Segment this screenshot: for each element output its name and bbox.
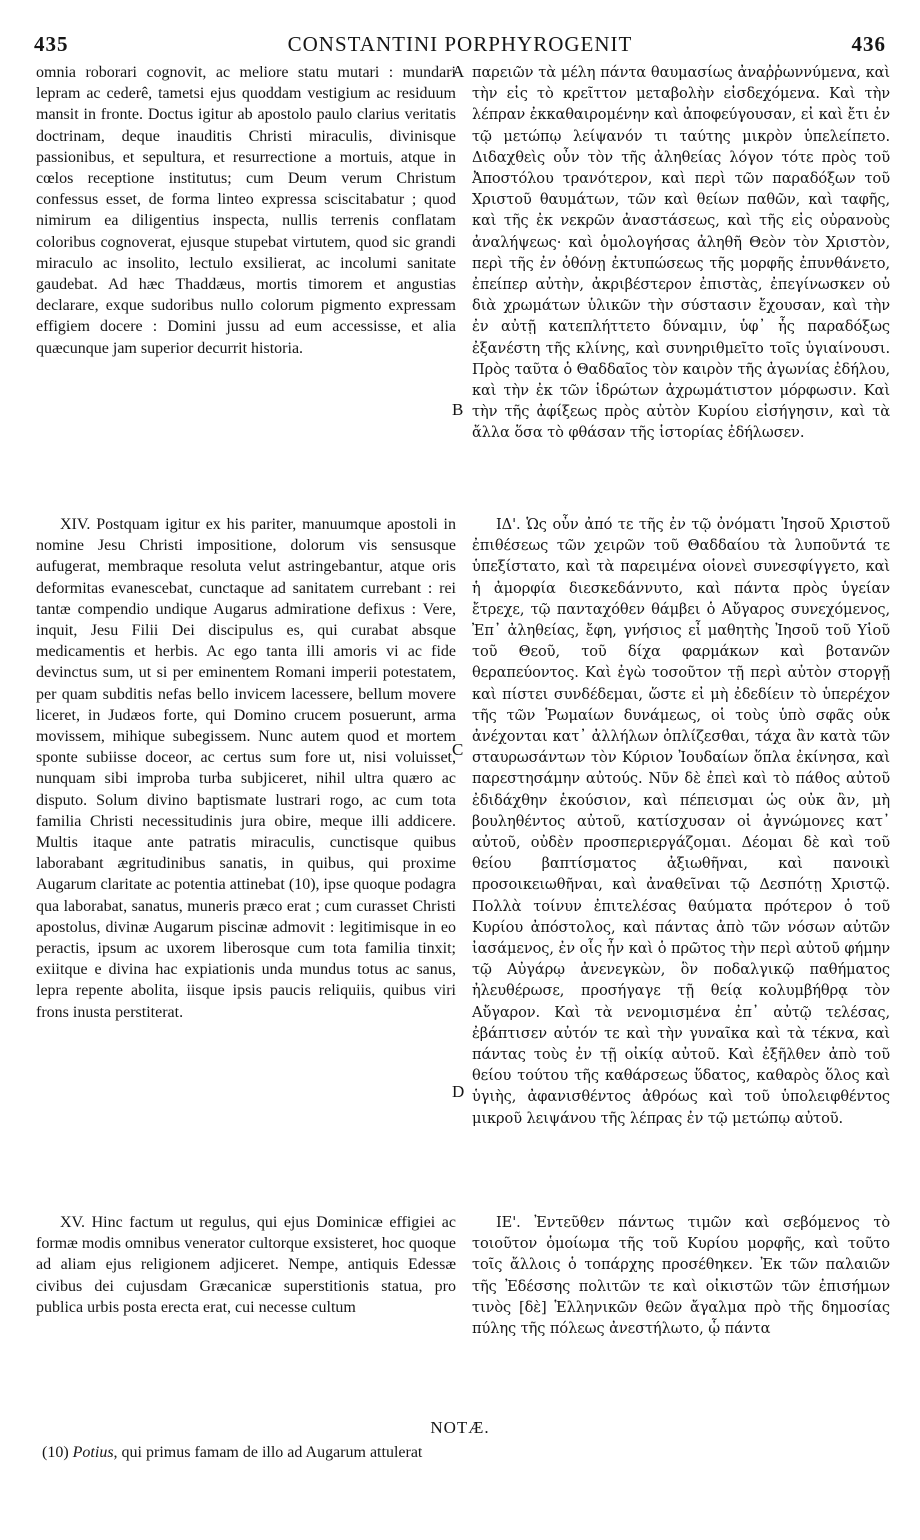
latin-section-xiv [36, 514, 456, 1023]
margin-marker-a: A [452, 62, 465, 81]
page-header [34, 32, 886, 62]
greek-column [472, 62, 890, 444]
greek-section-15 [472, 1212, 890, 1339]
latin-paragraph-xiv [36, 514, 456, 1023]
footnote-text: , qui primus famam de illo ad Augarum attulerat [113, 1444, 423, 1461]
greek-paragraph-intro: παρειῶν τὰ μέλη πάντα θαυμασίως ἀναῤῥωννύμενα, καὶ τὴν εἰς τὸ κρεῖττον μεταβολὴν εἰσδεχόμενα. Καὶ τὴν λέπραν ἐκκαθαιρομένην καὶ ἀποφεύγουσαν, εἰ καὶ ἔτι ἐν τῷ μετώπῳ λείψανόν τι ταύτης μικρὸν ὑπελείπετο. Διδαχθεὶς οὖν τὸν τῆς ἀληθείας λόγον τότε πρὸς τοῦ Ἀποστόλου τρανότερον, καὶ περὶ τῶν παραδόξων τοῦ Χριστοῦ θαυμάτων, τῶν καὶ θείων παθῶν, καὶ ταφῆς, καὶ τῆς ἐκ νεκρῶν ἀναστάσεως, καὶ τῆς εἰς οὐρανοὺς ἀναλήψεως· καὶ ὁμολογήσας ἀληθῆ Θεὸν τὸν Χριστὸν, περὶ τῆς ἐν ὀθόνῃ ἐκτυπώσεως τῆς μορφῆς ἐπυνθάνετο, ἐπείπερ αὐτὴν, ἀκριβέστερον ἐπιστὰς, ἐπεγίνωσκεν οὐ διὰ χρωμάτων ὑλικῶν τὴν σύστασιν ἔχουσαν, καὶ τὴν ἐν αὐτῇ κατεπλήττετο δύναμιν, ὑφ᾽ ἧς παραδόξως ἐξανέστη τῆς κλίνης, καὶ συνηριθμεῖτο τοῖς ὑγιαίνουσι. Πρὸς ταῦτα ὁ Θαδδαῖος τὸν καιρὸν τῆς ἀγωνίας ἐδήλου, καὶ τὴν ἐκ τῶν ἱδρώτων ἀχρωμάτιστον μόρφωσιν. Καὶ τὴν τῆς ἀφίξεως πρὸς αὐτὸν Κυρίου εἰσήγησιν, καὶ τὰ ἄλλα ὅσα τὸ φθάσαν τῆς ἱστορίας ἐδήλωσεν. [472, 64, 890, 442]
latin-paragraph-intro: omnia roborari cognovit, ac meliore statu mutari : mundari lepram ac cederê, tametsi ejus quoddam vestigium ac residuum mansit in fronte. Doctus igitur ab apostolo paulo clarius veritatis doctrinam, deque inauditis Christi miraculis, divinisque passionibus, et sepultura, et resurrectione a mortuis, atque in cœlos receptione institutus; cum Deum verum Christum confessus esset, de forma linteo expressa sciscitabatur ; quod nimirum ea diligentius inspecta, nullis terrenis conflatam coloribus cognoverat, ejusque stupebat virtutem, quod sic grandi miraculo ac insolito, lectulo exsilierat, ac incolumi sanitate gaudebat. Ad hæc Thaddæus, mortis timorem et angustias declarare, exque sudoribus nullo colorum pigmento expressam effigiem docere : Domini jussu ad eum accessisse, et alia quæcunque jam superior decurrit historia. [36, 64, 456, 357]
notes-heading: NOTÆ. [430, 1418, 490, 1437]
greek-text-15: Ἐντεῦθεν πάντως τιμῶν καὶ σεβόμενος τὸ τοιοῦτον ὁμοίωμα τῆς τοῦ Κυρίου μορφῆς, καὶ τοῦτο τοῖς ἄλλοις ὁ τοπάρχης προσέθηκεν. Ἐκ τῶν παλαιῶν τῆς Ἐδέσσης πολιτῶν τε καὶ οἰκιστῶν τῶν ἐπισήμων τινὸς [δὲ] Ἑλληνικῶν θεῶν ἄγαλμα πρὸ τῆς δημοσίας πύλης τῆς πόλεως ἀνεστήλωτο, ᾧ πάντα [472, 1214, 890, 1338]
latin-section-xv [36, 1212, 456, 1318]
running-title: CONSTANTINI PORPHYROGENIT [287, 32, 633, 56]
footnote-emphasis: Potius [72, 1444, 114, 1461]
section-number: XIV. [60, 516, 91, 533]
greek-text-14: Ὡς οὖν ἀπό τε τῆς ἐν τῷ ὀνόματι Ἰησοῦ Χριστοῦ ἐπιθέσεως τῶν χειρῶν τοῦ Θαδδαίου τὰ λυποῦντά τε ὑπεξίστατο, καὶ τὰ παρειμένα οἱονεὶ συνεσφίγγετο, καὶ ἡ ἀμορφία διεσκεδάννυτο, καὶ πάντα πρὸς ὑγείαν ἔτρεχε, τῷ πανταχόθεν θάμβει ὁ Αὔγαρος συνεχόμενος, Ἐπ᾽ ἀληθείας, ἔφη, γνήσιος εἶ μαθητὴς Ἰησοῦ τοῦ Υἱοῦ τοῦ Θεοῦ, τοῦ δίχα φαρμάκων καὶ βοτανῶν θεραπεύοντος. Καὶ ἐγὼ τοσοῦτον τῇ περὶ αὐτὸν στοργῇ καὶ πίστει συνδέδεμαι, ὥστε εἰ μὴ ἐδεδίειν τὸ ὑπερέχον τῆς τῶν Ῥωμαίων δυνάμεως, οἱ τοὺς ὑπὸ σφᾶς οὐκ ἀνέχονται κατ᾽ ἀλλήλων ὁπλίζεσθαι, τάχα ἂν κατὰ τῶν σταυρωσάντων τὸν Κύριον Ἰουδαίων ὅπλα ἐκίνησα, καὶ παρεστησάμην αὐτούς. Νῦν δὲ ἐπεὶ καὶ τὸ πάθος αὐτοῦ ἐδιδάχθην ἑκούσιον, καὶ πέπεισμαι ὡς οὐκ ἂν, μὴ βουληθέντος αὐτοῦ, κατίσχυσαν οἱ ἀγνώμονες κατ᾽ αὐτοῦ, οὐδὲν προσπεριεργάζομαι. Δέομαι δὲ καὶ τοῦ θείου βαπτίσματος ἀξιωθῆναι, καὶ πανοικὶ προσοικειωθῆναι, καὶ ἀναθεῖναι τῷ Δεσπότῃ Χριστῷ. Πολλὰ τοίνυν ἐπιτελέσας θαύματα πρότερον ὁ τοῦ Κυρίου ἀπόστολος, καὶ πάντας ἀπὸ τῶν νόσων αὐτῶν ἰασάμενος, ἐν οἷς ἦν καὶ ὁ πρῶτος τὴν περὶ αὐτοῦ φήμην τῷ Αὐγάρῳ ἀνενεγκὼν, ὃν ποδαλγικῷ παθήματος ἠλευθέρωσε, προσήγαγε τῇ θείᾳ κολυμβήθρᾳ τὸν Αὔγαρον. Καὶ τὰ νενομισμένα ἐπ᾽ αὐτῷ τελέσας, ἐβάπτισεν αὐτόν τε καὶ τὴν γυναῖκα καὶ τὰ τέκνα, καὶ πάντας τοὺς ἐν τῇ οἰκίᾳ αὐτοῦ. Καὶ ἐξῆλθεν ἀπὸ τοῦ θείου τούτου τῆς καθάρσεως ὕδατος, καθαρὸς ὅλος καὶ ὑγιὴς, ἀφανισθέντος ἀθρόως καὶ τοῦ ὑπολειφθέντος μικροῦ λειψάνου τῆς λέπρας ἐν τῷ μετώπῳ αὐτοῦ. [472, 516, 890, 1127]
greek-section-14 [472, 514, 890, 1129]
margin-marker-c: C [452, 740, 464, 759]
page-number-left: 435 [34, 32, 69, 56]
greek-paragraph-15 [472, 1212, 890, 1339]
margin-marker-b: B [452, 400, 464, 419]
footnote-number: (10) [42, 1444, 69, 1461]
footnote-10 [42, 1444, 892, 1462]
margin-marker-d: D [452, 1082, 465, 1101]
latin-column [36, 62, 456, 359]
greek-paragraph-14 [472, 514, 890, 1129]
latin-text-xv: Hinc factum ut regulus, qui ejus Dominicæ effigiei ac formæ modis omnibus venerator cultorque exsisteret, hoc quoque ad aliam ejus religionem adjiceret. Nempe, antiquis Edessæ civibus dei cujusdam Græcanicæ superstitionis statua, pro publica urbis posta erecta erat, cui necesse cultum [36, 1214, 457, 1316]
page-number-right: 436 [851, 32, 886, 56]
latin-text-xiv: Postquam igitur ex his pariter, manuumque apostoli in nomine Jesu Christi impositione, dolorum vis sensusque aufugerat, membraque resoluta velut astringebantur, atque oris deformitas evanescebat, cunctaque ad sanitatem currebant : rei tantæ compendio undique Augarus admiratione defixus : Vere, inquit, Jesu Filii Dei discipulus es, qui curabat absque medicamentis et herbis. Ac ego tanta illi amoris vi ac fide devinctus sum, ut si per eminentem Romani imperii potestatem, per quam subditis nefas bello invicem lacessere, bellum movere liceret, in Judæos forte, qui Domino crucem posuerunt, arma movissem, mihique subegissem. Nunc autem quod et mortem sponte subiisse doceor, ac certus sum fore ut, nisi voluisset, nunquam sibi improba turba subjiceret, nihil ultra quæro ac disputo. Solum divino baptismate lustrari rogo, ac cum tota familia Christi necessitudinis jura obire, meque illi addicere. Multis itaque ante patratis miraculis, cunctisque quibus laborabant ægritudinibus sanatis, in quibus, qui proxime Augarum claritate ac potentia attinebat (10), ipse quoque podagra qua laborabat, sanatus, muneris præco erat ; cum curasset Christi apostolus, divinæ Augarum piscinæ admovit : legitimisque in eo peractis, ipsum ac uxorem liberosque cum tota familia tinxit; exiitque e divina hac expiationis unda mundus totus ac sanus, lepra repente abolita, iisque ipsis paucis reliquiis, quibus viri frons inusta perstiterat. [36, 516, 456, 1021]
section-number: ΙΔ'. [496, 516, 521, 533]
latin-paragraph-xv [36, 1212, 456, 1318]
section-number: ΙΕ'. [496, 1214, 521, 1231]
section-number: XV. [60, 1214, 86, 1231]
